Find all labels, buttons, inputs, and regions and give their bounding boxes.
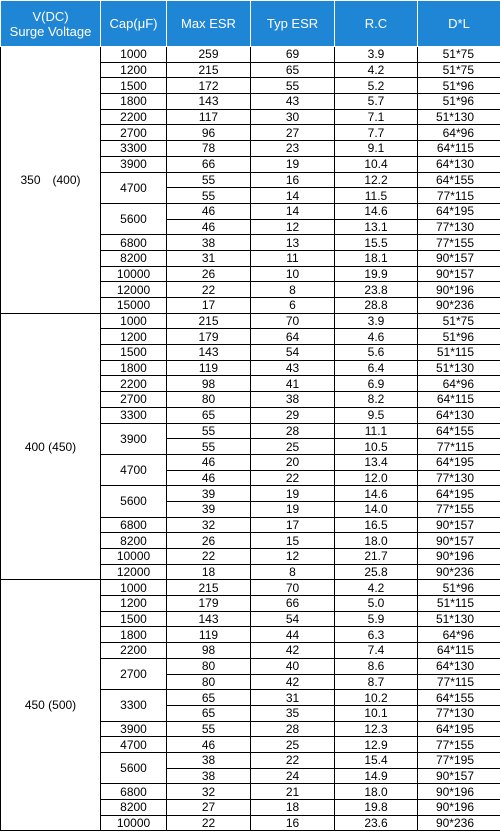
max-esr-cell: 80: [167, 392, 251, 408]
cap-cell: 10000: [101, 549, 167, 565]
typ-esr-cell: 25: [251, 737, 335, 753]
typ-esr-cell: 22: [251, 752, 335, 768]
header-cap: Cap(μF): [101, 1, 167, 47]
voltage-group-label: 350 (400): [1, 47, 101, 314]
dl-cell: 77*155: [418, 737, 500, 753]
max-esr-cell: 98: [167, 643, 251, 659]
dl-cell: 64*195: [418, 454, 500, 470]
max-esr-cell: 55: [167, 721, 251, 737]
dl-cell: 51*96: [418, 78, 500, 94]
rc-cell: 8.2: [335, 392, 418, 408]
rc-cell: 12.0: [335, 470, 418, 486]
typ-esr-cell: 28: [251, 721, 335, 737]
dl-cell: 90*196: [418, 549, 500, 565]
max-esr-cell: 46: [167, 219, 251, 235]
dl-cell: 51*96: [418, 329, 500, 345]
typ-esr-cell: 31: [251, 690, 335, 706]
max-esr-cell: 66: [167, 156, 251, 172]
dl-cell: 51*75: [418, 62, 500, 78]
max-esr-cell: 117: [167, 109, 251, 125]
cap-cell: 1000: [101, 580, 167, 596]
max-esr-cell: 46: [167, 454, 251, 470]
typ-esr-cell: 55: [251, 78, 335, 94]
dl-cell: 90*236: [418, 815, 500, 831]
max-esr-cell: 38: [167, 752, 251, 768]
dl-cell: 64*195: [418, 203, 500, 219]
dl-cell: 77*115: [418, 439, 500, 455]
cap-cell: 2200: [101, 109, 167, 125]
cap-cell: 6800: [101, 784, 167, 800]
cap-cell: 6800: [101, 235, 167, 251]
typ-esr-cell: 28: [251, 423, 335, 439]
rc-cell: 14.0: [335, 501, 418, 517]
dl-cell: 77*155: [418, 501, 500, 517]
typ-esr-cell: 25: [251, 439, 335, 455]
rc-cell: 5.7: [335, 94, 418, 110]
max-esr-cell: 18: [167, 564, 251, 580]
dl-cell: 77*130: [418, 470, 500, 486]
dl-cell: 64*96: [418, 125, 500, 141]
dl-cell: 77*130: [418, 705, 500, 721]
max-esr-cell: 17: [167, 298, 251, 314]
max-esr-cell: 26: [167, 533, 251, 549]
max-esr-cell: 172: [167, 78, 251, 94]
cap-cell: 8200: [101, 533, 167, 549]
max-esr-cell: 143: [167, 94, 251, 110]
typ-esr-cell: 54: [251, 345, 335, 361]
dl-cell: 64*96: [418, 376, 500, 392]
max-esr-cell: 78: [167, 141, 251, 157]
header-voltage-label: V(DC) Surge Voltage: [9, 8, 92, 39]
cap-cell: 1500: [101, 78, 167, 94]
rc-cell: 10.2: [335, 690, 418, 706]
cap-cell: 2700: [101, 392, 167, 408]
typ-esr-cell: 10: [251, 266, 335, 282]
typ-esr-cell: 22: [251, 470, 335, 486]
header-dl: D*L: [418, 1, 500, 47]
typ-esr-cell: 21: [251, 784, 335, 800]
typ-esr-cell: 20: [251, 454, 335, 470]
cap-cell: 8200: [101, 800, 167, 816]
max-esr-cell: 65: [167, 690, 251, 706]
rc-cell: 25.8: [335, 564, 418, 580]
rc-cell: 8.7: [335, 674, 418, 690]
dl-cell: 90*236: [418, 298, 500, 314]
cap-cell: 1000: [101, 47, 167, 63]
rc-cell: 13.4: [335, 454, 418, 470]
rc-cell: 23.8: [335, 282, 418, 298]
dl-cell: 90*236: [418, 564, 500, 580]
typ-esr-cell: 16: [251, 815, 335, 831]
table-body: [1, 47, 500, 831]
max-esr-cell: 31: [167, 250, 251, 266]
rc-cell: 10.4: [335, 156, 418, 172]
cap-cell: 10000: [101, 815, 167, 831]
dl-cell: 64*155: [418, 172, 500, 188]
cap-cell: 12000: [101, 282, 167, 298]
cap-cell: 1800: [101, 94, 167, 110]
max-esr-cell: 80: [167, 658, 251, 674]
typ-esr-cell: 42: [251, 674, 335, 690]
max-esr-cell: 39: [167, 501, 251, 517]
typ-esr-cell: 14: [251, 203, 335, 219]
dl-cell: 64*130: [418, 407, 500, 423]
cap-cell: 5600: [101, 486, 167, 517]
typ-esr-cell: 29: [251, 407, 335, 423]
dl-cell: 51*115: [418, 345, 500, 361]
dl-cell: 90*196: [418, 800, 500, 816]
max-esr-cell: 215: [167, 62, 251, 78]
dl-cell: 64*155: [418, 690, 500, 706]
max-esr-cell: 119: [167, 360, 251, 376]
cap-cell: 5600: [101, 752, 167, 783]
typ-esr-cell: 15: [251, 533, 335, 549]
dl-cell: 77*130: [418, 219, 500, 235]
cap-cell: 2200: [101, 376, 167, 392]
cap-cell: 3300: [101, 407, 167, 423]
rc-cell: 3.9: [335, 313, 418, 329]
dl-cell: 90*157: [418, 517, 500, 533]
typ-esr-cell: 38: [251, 392, 335, 408]
max-esr-cell: 98: [167, 376, 251, 392]
max-esr-cell: 55: [167, 423, 251, 439]
cap-cell: 4700: [101, 454, 167, 485]
rc-cell: 18.0: [335, 533, 418, 549]
typ-esr-cell: 16: [251, 172, 335, 188]
dl-cell: 51*75: [418, 313, 500, 329]
header-row: [1, 1, 500, 47]
header-typ-esr: Typ ESR: [251, 1, 335, 47]
rc-cell: 6.3: [335, 627, 418, 643]
table-row: [1, 313, 500, 329]
dl-cell: 90*157: [418, 250, 500, 266]
max-esr-cell: 119: [167, 627, 251, 643]
max-esr-cell: 32: [167, 517, 251, 533]
cap-cell: 1800: [101, 627, 167, 643]
dl-cell: 90*157: [418, 768, 500, 784]
rc-cell: 4.6: [335, 329, 418, 345]
typ-esr-cell: 13: [251, 235, 335, 251]
cap-cell: 6800: [101, 517, 167, 533]
max-esr-cell: 27: [167, 800, 251, 816]
max-esr-cell: 55: [167, 172, 251, 188]
dl-cell: 64*115: [418, 141, 500, 157]
rc-cell: 4.2: [335, 62, 418, 78]
typ-esr-cell: 41: [251, 376, 335, 392]
rc-cell: 12.2: [335, 172, 418, 188]
dl-cell: 77*155: [418, 235, 500, 251]
max-esr-cell: 55: [167, 439, 251, 455]
dl-cell: 64*96: [418, 627, 500, 643]
dl-cell: 51*96: [418, 94, 500, 110]
rc-cell: 21.7: [335, 549, 418, 565]
typ-esr-cell: 43: [251, 360, 335, 376]
rc-cell: 10.5: [335, 439, 418, 455]
cap-cell: 1200: [101, 62, 167, 78]
rc-cell: 5.9: [335, 611, 418, 627]
dl-cell: 51*130: [418, 611, 500, 627]
cap-cell: 10000: [101, 266, 167, 282]
rc-cell: 19.8: [335, 800, 418, 816]
rc-cell: 18.0: [335, 784, 418, 800]
header-rc: R.C: [335, 1, 418, 47]
rc-cell: 8.6: [335, 658, 418, 674]
dl-cell: 64*130: [418, 156, 500, 172]
rc-cell: 11.5: [335, 188, 418, 204]
rc-cell: 14.6: [335, 203, 418, 219]
typ-esr-cell: 19: [251, 156, 335, 172]
cap-cell: 3900: [101, 423, 167, 454]
max-esr-cell: 55: [167, 188, 251, 204]
cap-cell: 4700: [101, 737, 167, 753]
rc-cell: 4.2: [335, 580, 418, 596]
dl-cell: 64*155: [418, 423, 500, 439]
dl-cell: 64*130: [418, 658, 500, 674]
typ-esr-cell: 19: [251, 501, 335, 517]
rc-cell: 5.6: [335, 345, 418, 361]
typ-esr-cell: 44: [251, 627, 335, 643]
typ-esr-cell: 35: [251, 705, 335, 721]
typ-esr-cell: 70: [251, 580, 335, 596]
cap-cell: 3300: [101, 141, 167, 157]
cap-cell: 2700: [101, 658, 167, 689]
dl-cell: 90*157: [418, 266, 500, 282]
rc-cell: 5.0: [335, 596, 418, 612]
rc-cell: 18.1: [335, 250, 418, 266]
cap-cell: 3900: [101, 156, 167, 172]
typ-esr-cell: 8: [251, 564, 335, 580]
max-esr-cell: 22: [167, 815, 251, 831]
max-esr-cell: 96: [167, 125, 251, 141]
cap-cell: 1000: [101, 313, 167, 329]
max-esr-cell: 38: [167, 768, 251, 784]
max-esr-cell: 65: [167, 705, 251, 721]
dl-cell: 51*75: [418, 47, 500, 63]
dl-cell: 64*195: [418, 721, 500, 737]
cap-cell: 4700: [101, 172, 167, 203]
rc-cell: 6.4: [335, 360, 418, 376]
cap-cell: 12000: [101, 564, 167, 580]
typ-esr-cell: 43: [251, 94, 335, 110]
typ-esr-cell: 8: [251, 282, 335, 298]
rc-cell: 10.1: [335, 705, 418, 721]
typ-esr-cell: 14: [251, 188, 335, 204]
typ-esr-cell: 24: [251, 768, 335, 784]
max-esr-cell: 143: [167, 611, 251, 627]
typ-esr-cell: 54: [251, 611, 335, 627]
table-row: [1, 47, 500, 63]
cap-cell: 15000: [101, 298, 167, 314]
max-esr-cell: 46: [167, 737, 251, 753]
dl-cell: 51*115: [418, 596, 500, 612]
max-esr-cell: 39: [167, 486, 251, 502]
rc-cell: 9.1: [335, 141, 418, 157]
rc-cell: 12.3: [335, 721, 418, 737]
max-esr-cell: 179: [167, 596, 251, 612]
rc-cell: 9.5: [335, 407, 418, 423]
dl-cell: 64*115: [418, 392, 500, 408]
typ-esr-cell: 6: [251, 298, 335, 314]
typ-esr-cell: 17: [251, 517, 335, 533]
typ-esr-cell: 69: [251, 47, 335, 63]
cap-cell: 8200: [101, 250, 167, 266]
max-esr-cell: 26: [167, 266, 251, 282]
max-esr-cell: 22: [167, 282, 251, 298]
rc-cell: 28.8: [335, 298, 418, 314]
typ-esr-cell: 70: [251, 313, 335, 329]
header-voltage: [1, 1, 101, 47]
rc-cell: 19.9: [335, 266, 418, 282]
typ-esr-cell: 11: [251, 250, 335, 266]
rc-cell: 14.6: [335, 486, 418, 502]
typ-esr-cell: 19: [251, 486, 335, 502]
cap-cell: 5600: [101, 203, 167, 234]
rc-cell: 14.9: [335, 768, 418, 784]
dl-cell: 51*130: [418, 109, 500, 125]
cap-cell: 3300: [101, 690, 167, 721]
rc-cell: 12.9: [335, 737, 418, 753]
dl-cell: 90*157: [418, 533, 500, 549]
max-esr-cell: 143: [167, 345, 251, 361]
cap-cell: 1200: [101, 596, 167, 612]
max-esr-cell: 22: [167, 549, 251, 565]
dl-cell: 64*115: [418, 643, 500, 659]
header-max-esr: Max ESR: [167, 1, 251, 47]
cap-cell: 1800: [101, 360, 167, 376]
typ-esr-cell: 65: [251, 62, 335, 78]
rc-cell: 13.1: [335, 219, 418, 235]
dl-cell: 51*130: [418, 360, 500, 376]
typ-esr-cell: 27: [251, 125, 335, 141]
rc-cell: 3.9: [335, 47, 418, 63]
typ-esr-cell: 42: [251, 643, 335, 659]
typ-esr-cell: 40: [251, 658, 335, 674]
max-esr-cell: 46: [167, 203, 251, 219]
cap-cell: 1500: [101, 345, 167, 361]
rc-cell: 7.1: [335, 109, 418, 125]
rc-cell: 16.5: [335, 517, 418, 533]
dl-cell: 90*196: [418, 784, 500, 800]
cap-cell: 1500: [101, 611, 167, 627]
dl-cell: 77*195: [418, 752, 500, 768]
max-esr-cell: 80: [167, 674, 251, 690]
max-esr-cell: 215: [167, 313, 251, 329]
rc-cell: 6.9: [335, 376, 418, 392]
max-esr-cell: 38: [167, 235, 251, 251]
rc-cell: 7.4: [335, 643, 418, 659]
cap-cell: 3900: [101, 721, 167, 737]
cap-cell: 2200: [101, 643, 167, 659]
dl-cell: 64*195: [418, 486, 500, 502]
typ-esr-cell: 12: [251, 549, 335, 565]
cap-cell: 1200: [101, 329, 167, 345]
rc-cell: 11.1: [335, 423, 418, 439]
voltage-group-label: 400 (450): [1, 313, 101, 580]
typ-esr-cell: 30: [251, 109, 335, 125]
max-esr-cell: 179: [167, 329, 251, 345]
rc-cell: 7.7: [335, 125, 418, 141]
rc-cell: 15.4: [335, 752, 418, 768]
max-esr-cell: 65: [167, 407, 251, 423]
max-esr-cell: 32: [167, 784, 251, 800]
typ-esr-cell: 66: [251, 596, 335, 612]
rc-cell: 23.6: [335, 815, 418, 831]
typ-esr-cell: 12: [251, 219, 335, 235]
typ-esr-cell: 64: [251, 329, 335, 345]
max-esr-cell: 215: [167, 580, 251, 596]
rc-cell: 15.5: [335, 235, 418, 251]
max-esr-cell: 46: [167, 470, 251, 486]
typ-esr-cell: 18: [251, 800, 335, 816]
dl-cell: 77*115: [418, 674, 500, 690]
table-row: [1, 580, 500, 596]
dl-cell: 77*115: [418, 188, 500, 204]
dl-cell: 90*196: [418, 282, 500, 298]
dl-cell: 51*96: [418, 580, 500, 596]
max-esr-cell: 259: [167, 47, 251, 63]
cap-cell: 2700: [101, 125, 167, 141]
voltage-group-label: 450 (500): [1, 580, 101, 831]
rc-cell: 5.2: [335, 78, 418, 94]
typ-esr-cell: 23: [251, 141, 335, 157]
